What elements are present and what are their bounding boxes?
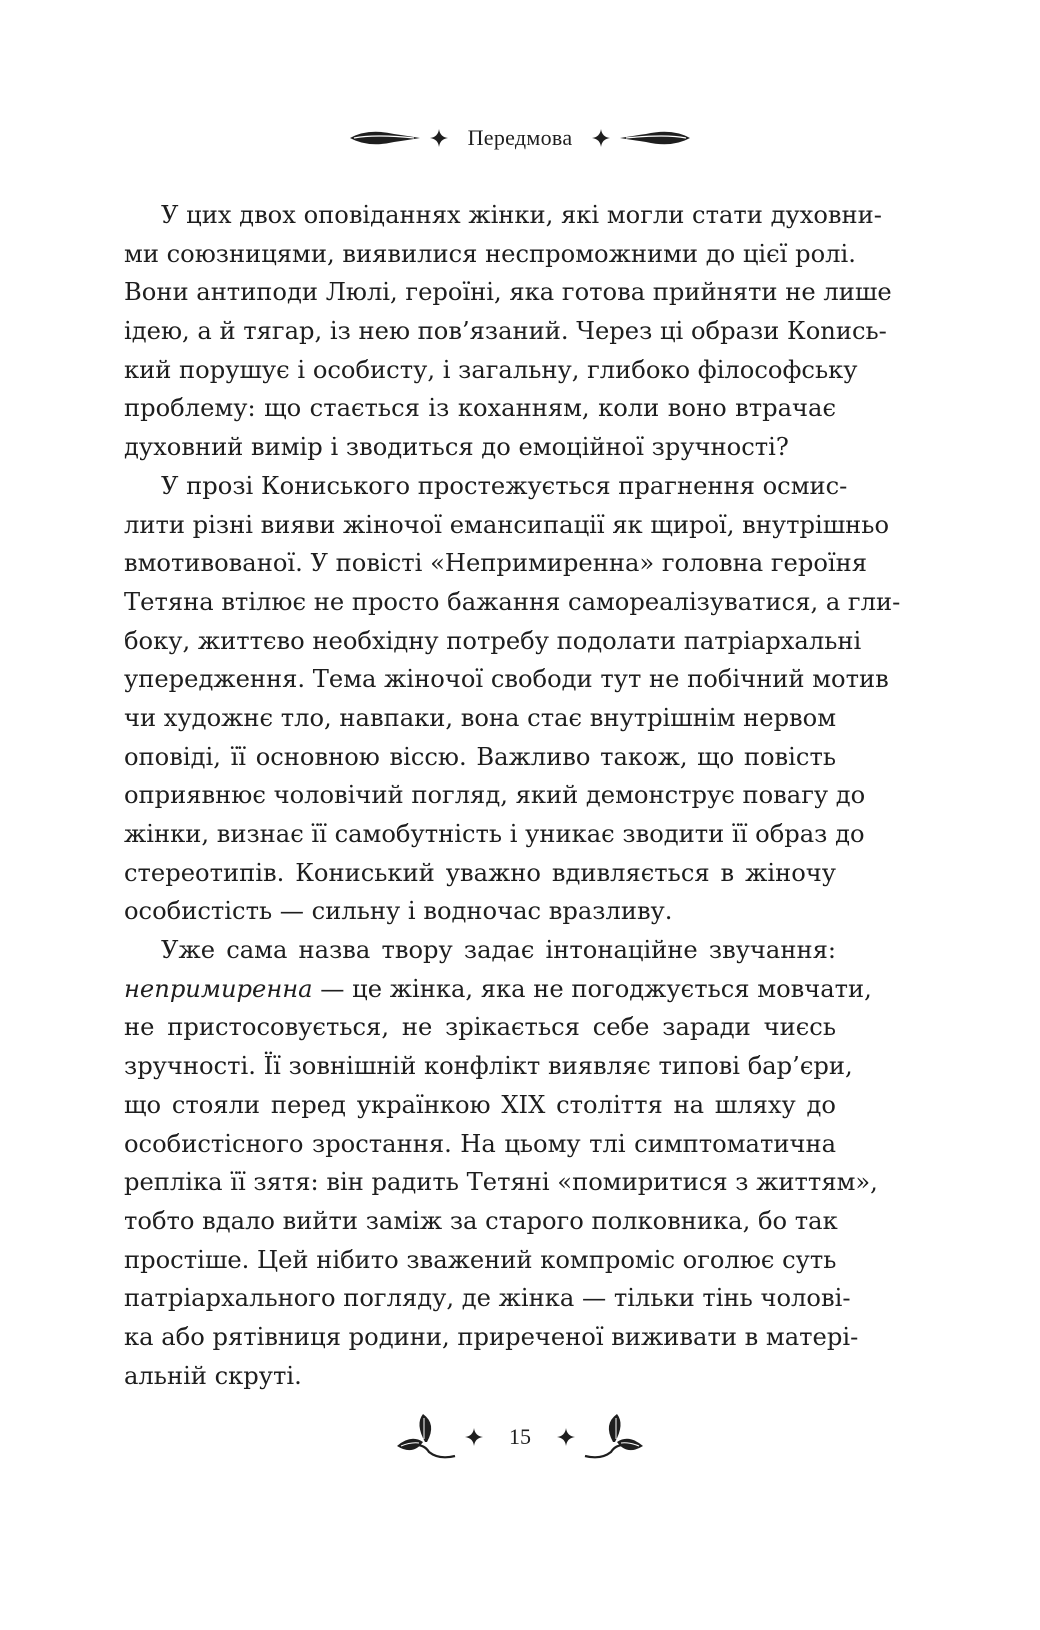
text-line: ми союзницями, виявилися неспроможними до цієї ролі. <box>124 239 856 268</box>
text-line: Тетяна втілює не просто бажання самореалізуватися, а гли- <box>124 587 901 616</box>
text-line: боку, життєво необхідну потребу подолати патріархальні <box>124 626 862 655</box>
text-fragment: не погоджується мовчати, <box>533 974 872 1003</box>
text-line: чи художнє тло, навпаки, вона стає внутрішнім нервом <box>124 703 837 732</box>
text-line: ка або рятівниця родини, приреченої виживати в матері- <box>124 1322 859 1351</box>
text-line: лити різні вияви жіночої емансипації як щирої, внутрішньо <box>124 510 890 539</box>
text-line: не пристосовується, не зрікається себе заради чиєсь <box>124 1013 836 1042</box>
text-line: зручності. Її зовнішній конфлікт виявляє типові бар’єри, <box>124 1052 853 1081</box>
text-line: простіше. Цей нібито зважений компроміс оголює суть <box>124 1245 837 1274</box>
text-line: стереотипів. Кониський уважно вдивляється в жіночу <box>124 858 836 887</box>
text-line: кий порушує і особисту, і загальну, глибоко філософську <box>124 355 858 384</box>
running-header <box>0 118 1040 158</box>
body-text <box>124 196 901 1395</box>
text-line: альній скруті. <box>124 1361 302 1390</box>
page-footer <box>0 1412 1040 1462</box>
text-line: репліка її зятя: він радить Тетяні «помиритися з життям», <box>124 1168 878 1197</box>
text-line: вмотивованої. У повісті «Непримиренна» головна героїня <box>124 549 868 578</box>
text-line: упередження. Тема жіночої свободи тут не побічний мотив <box>124 665 889 694</box>
sprout-ornament-right-icon <box>581 1412 647 1462</box>
text-line: Вони антиподи Люлі, героїні, яка готова прийняти не лише <box>124 278 892 307</box>
sparkle-icon <box>590 127 612 149</box>
text-line: духовний вимір і зводиться до емоційної зручності? <box>124 433 789 462</box>
text-line: оприявнює чоловічий погляд, який демонструє повагу до <box>124 781 866 810</box>
sparkle-icon <box>463 1426 485 1448</box>
leaf-ornament-right-icon <box>618 128 692 148</box>
text-line: жінки, визнає її самобутність і уникає зводити її образ до <box>124 820 865 848</box>
text-line: проблему: що стається із коханням, коли воно втрачає <box>124 394 836 423</box>
text-fragment: — це жінка, яка <box>312 974 534 1003</box>
header-title: Передмова <box>467 125 573 150</box>
sparkle-icon <box>428 127 450 149</box>
text-line: особистість — сильну і водночас вразливу. <box>124 897 673 926</box>
text-line: оповіді, її основною віссю. Важливо також, що повість <box>124 742 836 771</box>
text-line: тобто вдало вийти заміж за старого полковника, бо так <box>124 1206 838 1235</box>
text-line: особистісного зростання. На цьому тлі симптоматична <box>124 1129 836 1158</box>
text-line: Уже сама назва твору задає інтонаційне звучання: <box>161 936 836 965</box>
text-line: У цих двох оповіданнях жінки, які могли стати духовни- <box>161 201 882 229</box>
page-number: 15 <box>509 1424 531 1449</box>
text-line <box>124 970 872 1009</box>
text-line: ідею, а й тягар, із нею пов’язаний. Через ці образи Кonись- <box>124 317 887 346</box>
sprout-ornament-left-icon <box>393 1412 459 1462</box>
text-line: що стояли перед українкою XIX століття на шляху до <box>124 1090 836 1119</box>
text-line: патріархального погляду, де жінка — тільки тінь чолові- <box>124 1284 851 1313</box>
sparkle-icon <box>555 1426 577 1448</box>
leaf-ornament-left-icon <box>348 128 422 148</box>
text-line: У прозі Кониського простежується прагнення осмис- <box>161 471 848 500</box>
italic-term: непримиренна <box>124 974 313 1003</box>
